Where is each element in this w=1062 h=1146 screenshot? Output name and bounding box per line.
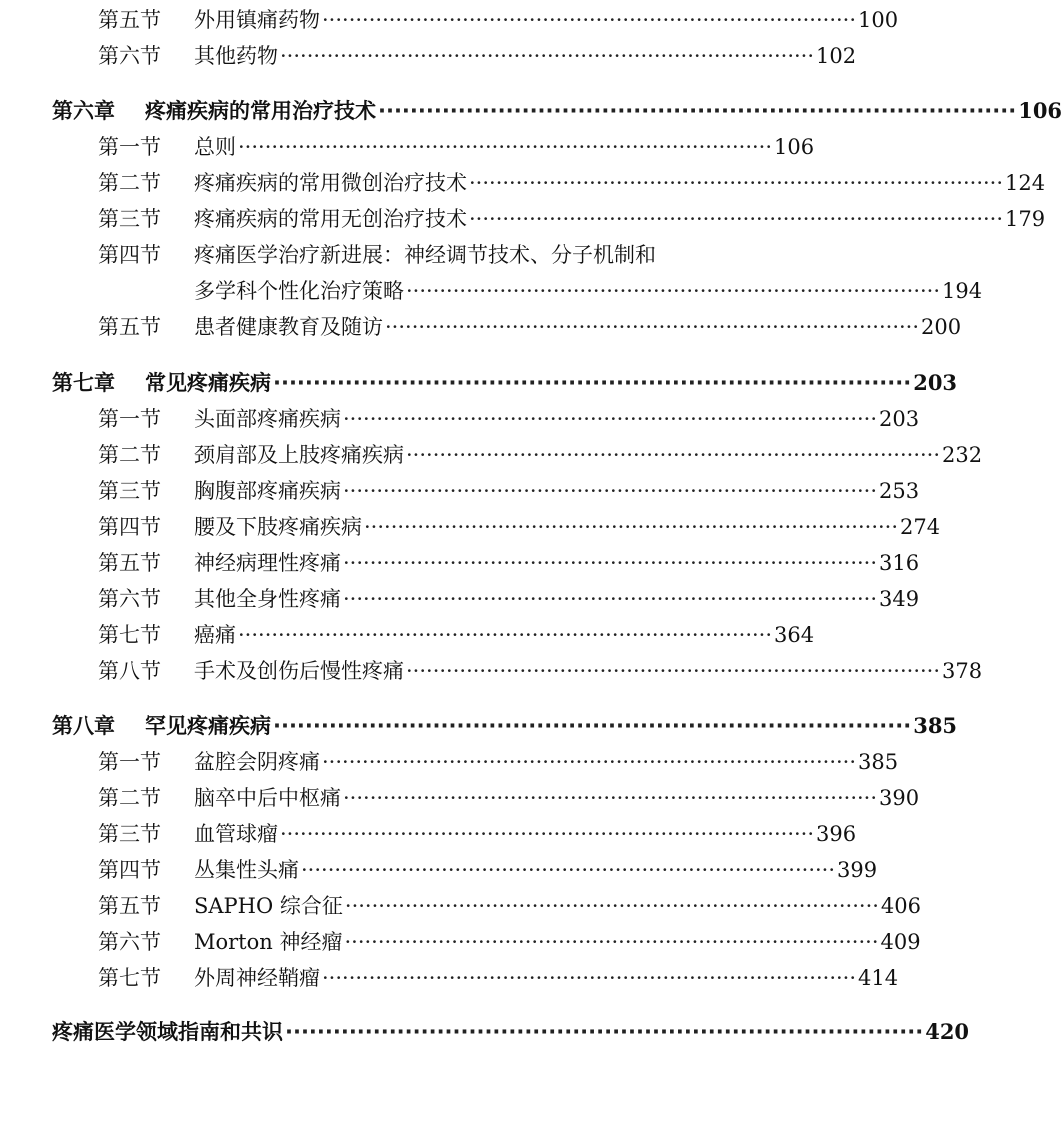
page-number: 100	[858, 8, 899, 32]
toc-entry[interactable]	[0, 744, 899, 780]
page-number: 414	[858, 966, 899, 990]
dot-leader: ················································································	[285, 1020, 924, 1044]
page-number: 385	[913, 713, 958, 738]
dot-leader: ················································································	[322, 8, 857, 32]
chapter-title: 疼痛疾病的常用治疗技术	[145, 99, 376, 123]
section-number: 第二节	[98, 171, 161, 195]
toc-entry-continuation[interactable]	[0, 273, 983, 309]
dot-leader: ················································································	[385, 315, 920, 339]
dot-leader: ················································································	[364, 515, 899, 539]
page-number: 102	[816, 44, 857, 68]
page-number: 349	[879, 587, 920, 611]
dot-leader: ················································································	[273, 371, 912, 395]
dot-leader: ················································································	[406, 659, 941, 683]
entry-title: 腰及下肢疼痛疾病	[194, 515, 362, 539]
page-number: 396	[816, 822, 857, 846]
page-number: 203	[879, 407, 920, 431]
section-number: 第一节	[98, 135, 161, 159]
dot-leader: ················································································	[406, 443, 941, 467]
entry-title: 颈肩部及上肢疼痛疾病	[194, 443, 404, 467]
section-number: 第五节	[98, 315, 161, 339]
entry-title: 其他全身性疼痛	[194, 587, 341, 611]
entry-title: 丛集性头痛	[194, 858, 299, 882]
entry-title: 疼痛疾病的常用无创治疗技术	[194, 207, 467, 231]
page-number: 200	[921, 315, 962, 339]
entry-title: 疼痛医学治疗新进展：神经调节技术、分子机制和	[194, 243, 656, 267]
entry-title: 血管球瘤	[194, 822, 278, 846]
chapter-number: 第六章	[52, 99, 115, 123]
toc-entry[interactable]	[0, 888, 922, 924]
section-number: 第七节	[98, 966, 161, 990]
dot-leader: ················································································	[238, 623, 773, 647]
dot-leader: ················································································	[322, 966, 857, 990]
page-number: 274	[900, 515, 941, 539]
page-number: 124	[1005, 171, 1046, 195]
dot-leader: ················································································	[343, 587, 878, 611]
toc-entry[interactable]	[0, 852, 878, 888]
toc-entry[interactable]	[0, 165, 1046, 201]
entry-title: 其他药物	[194, 44, 278, 68]
chapter-number: 第七章	[52, 371, 115, 395]
dot-leader: ················································································	[344, 894, 879, 918]
dot-leader: ················································································	[406, 279, 941, 303]
toc-entry[interactable]	[0, 437, 983, 473]
toc-entry[interactable]	[0, 924, 921, 960]
entry-title: 手术及创伤后慢性疼痛	[194, 659, 404, 683]
page-number: 406	[880, 894, 922, 918]
toc-entry[interactable]	[0, 2, 899, 38]
section-number: 第五节	[98, 551, 161, 575]
dot-leader: ················································································	[344, 930, 879, 954]
dot-leader: ················································································	[280, 44, 815, 68]
page-number: 385	[858, 750, 899, 774]
section-number: 第二节	[98, 443, 161, 467]
section-number: 第五节	[98, 8, 161, 32]
entry-title: Morton 神经瘤	[194, 930, 343, 954]
toc-entry[interactable]	[0, 129, 815, 165]
section-number: 第四节	[98, 243, 161, 267]
page-number: 203	[913, 370, 958, 395]
entry-title: 总则	[194, 135, 236, 159]
section-number: 第八节	[98, 659, 161, 683]
dot-leader: ················································································	[469, 207, 1004, 231]
page-number: 364	[774, 623, 815, 647]
chapter-number: 第八章	[52, 714, 115, 738]
toc-entry[interactable]	[0, 309, 962, 345]
toc-chapter-entry[interactable]	[0, 93, 1062, 129]
toc-entry[interactable]	[0, 201, 1046, 237]
entry-title: 头面部疼痛疾病	[194, 407, 341, 431]
section-number: 第六节	[98, 44, 161, 68]
toc-entry[interactable]	[0, 509, 941, 545]
dot-leader: ················································································	[343, 407, 878, 431]
section-number: 第七节	[98, 623, 161, 647]
entry-title: 外用镇痛药物	[194, 8, 320, 32]
dot-leader: ················································································	[273, 714, 912, 738]
section-number: 第二节	[98, 786, 161, 810]
entry-title: 神经病理性疼痛	[194, 551, 341, 575]
toc-entry[interactable]	[0, 38, 857, 74]
dot-leader: ················································································	[238, 135, 773, 159]
dot-leader: ················································································	[378, 99, 1017, 123]
page-number: 378	[942, 659, 983, 683]
entry-title-continuation: 多学科个性化治疗策略	[194, 279, 404, 303]
page-number: 253	[879, 479, 920, 503]
section-number: 第六节	[98, 930, 161, 954]
toc-chapter-entry[interactable]	[0, 708, 958, 744]
dot-leader: ················································································	[322, 750, 857, 774]
entry-title: 盆腔会阴疼痛	[194, 750, 320, 774]
page-number: 194	[942, 279, 983, 303]
section-number: 第一节	[98, 407, 161, 431]
section-number: 第三节	[98, 207, 161, 231]
dot-leader: ················································································	[343, 786, 878, 810]
section-number: 第五节	[98, 894, 161, 918]
entry-title: SAPHO 综合征	[194, 894, 343, 918]
page-number: 106	[774, 135, 815, 159]
dot-leader: ················································································	[343, 479, 878, 503]
page-number: 399	[837, 858, 878, 882]
page-number: 409	[880, 930, 921, 954]
dot-leader: ················································································	[301, 858, 836, 882]
entry-title: 患者健康教育及随访	[194, 315, 383, 339]
toc-entry[interactable]	[0, 401, 920, 437]
page-number: 420	[925, 1019, 970, 1044]
dot-leader: ················································································	[280, 822, 815, 846]
toc-entry[interactable]	[0, 653, 983, 689]
entry-title: 外周神经鞘瘤	[194, 966, 320, 990]
page-number: 316	[879, 551, 920, 575]
toc-chapter-entry[interactable]	[0, 365, 958, 401]
dot-leader: ················································································	[469, 171, 1004, 195]
toc-standalone-entry[interactable]	[0, 1014, 970, 1050]
section-number: 第四节	[98, 515, 161, 539]
toc-entry[interactable]	[0, 780, 920, 816]
toc-entry[interactable]	[0, 960, 899, 996]
chapter-title: 罕见疼痛疾病	[145, 714, 271, 738]
entry-title: 胸腹部疼痛疾病	[194, 479, 341, 503]
toc-entry[interactable]	[0, 545, 920, 581]
toc-entry[interactable]	[0, 581, 920, 617]
toc-entry[interactable]	[0, 473, 920, 509]
page-number: 179	[1005, 207, 1046, 231]
toc-entry[interactable]	[0, 816, 857, 852]
entry-title: 疼痛疾病的常用微创治疗技术	[194, 171, 467, 195]
page-number: 106	[1018, 98, 1062, 123]
entry-title: 癌痛	[194, 623, 236, 647]
page-number: 390	[879, 786, 920, 810]
toc-entry[interactable]	[0, 617, 815, 653]
section-number: 第三节	[98, 822, 161, 846]
section-number: 第六节	[98, 587, 161, 611]
toc-entry[interactable]	[0, 237, 800, 273]
entry-title: 脑卒中后中枢痛	[194, 786, 341, 810]
section-number: 第一节	[98, 750, 161, 774]
page-number: 232	[942, 443, 983, 467]
section-number: 第四节	[98, 858, 161, 882]
entry-title: 疼痛医学领域指南和共识	[52, 1020, 283, 1044]
section-number: 第三节	[98, 479, 161, 503]
chapter-title: 常见疼痛疾病	[145, 371, 271, 395]
dot-leader: ················································································	[343, 551, 878, 575]
